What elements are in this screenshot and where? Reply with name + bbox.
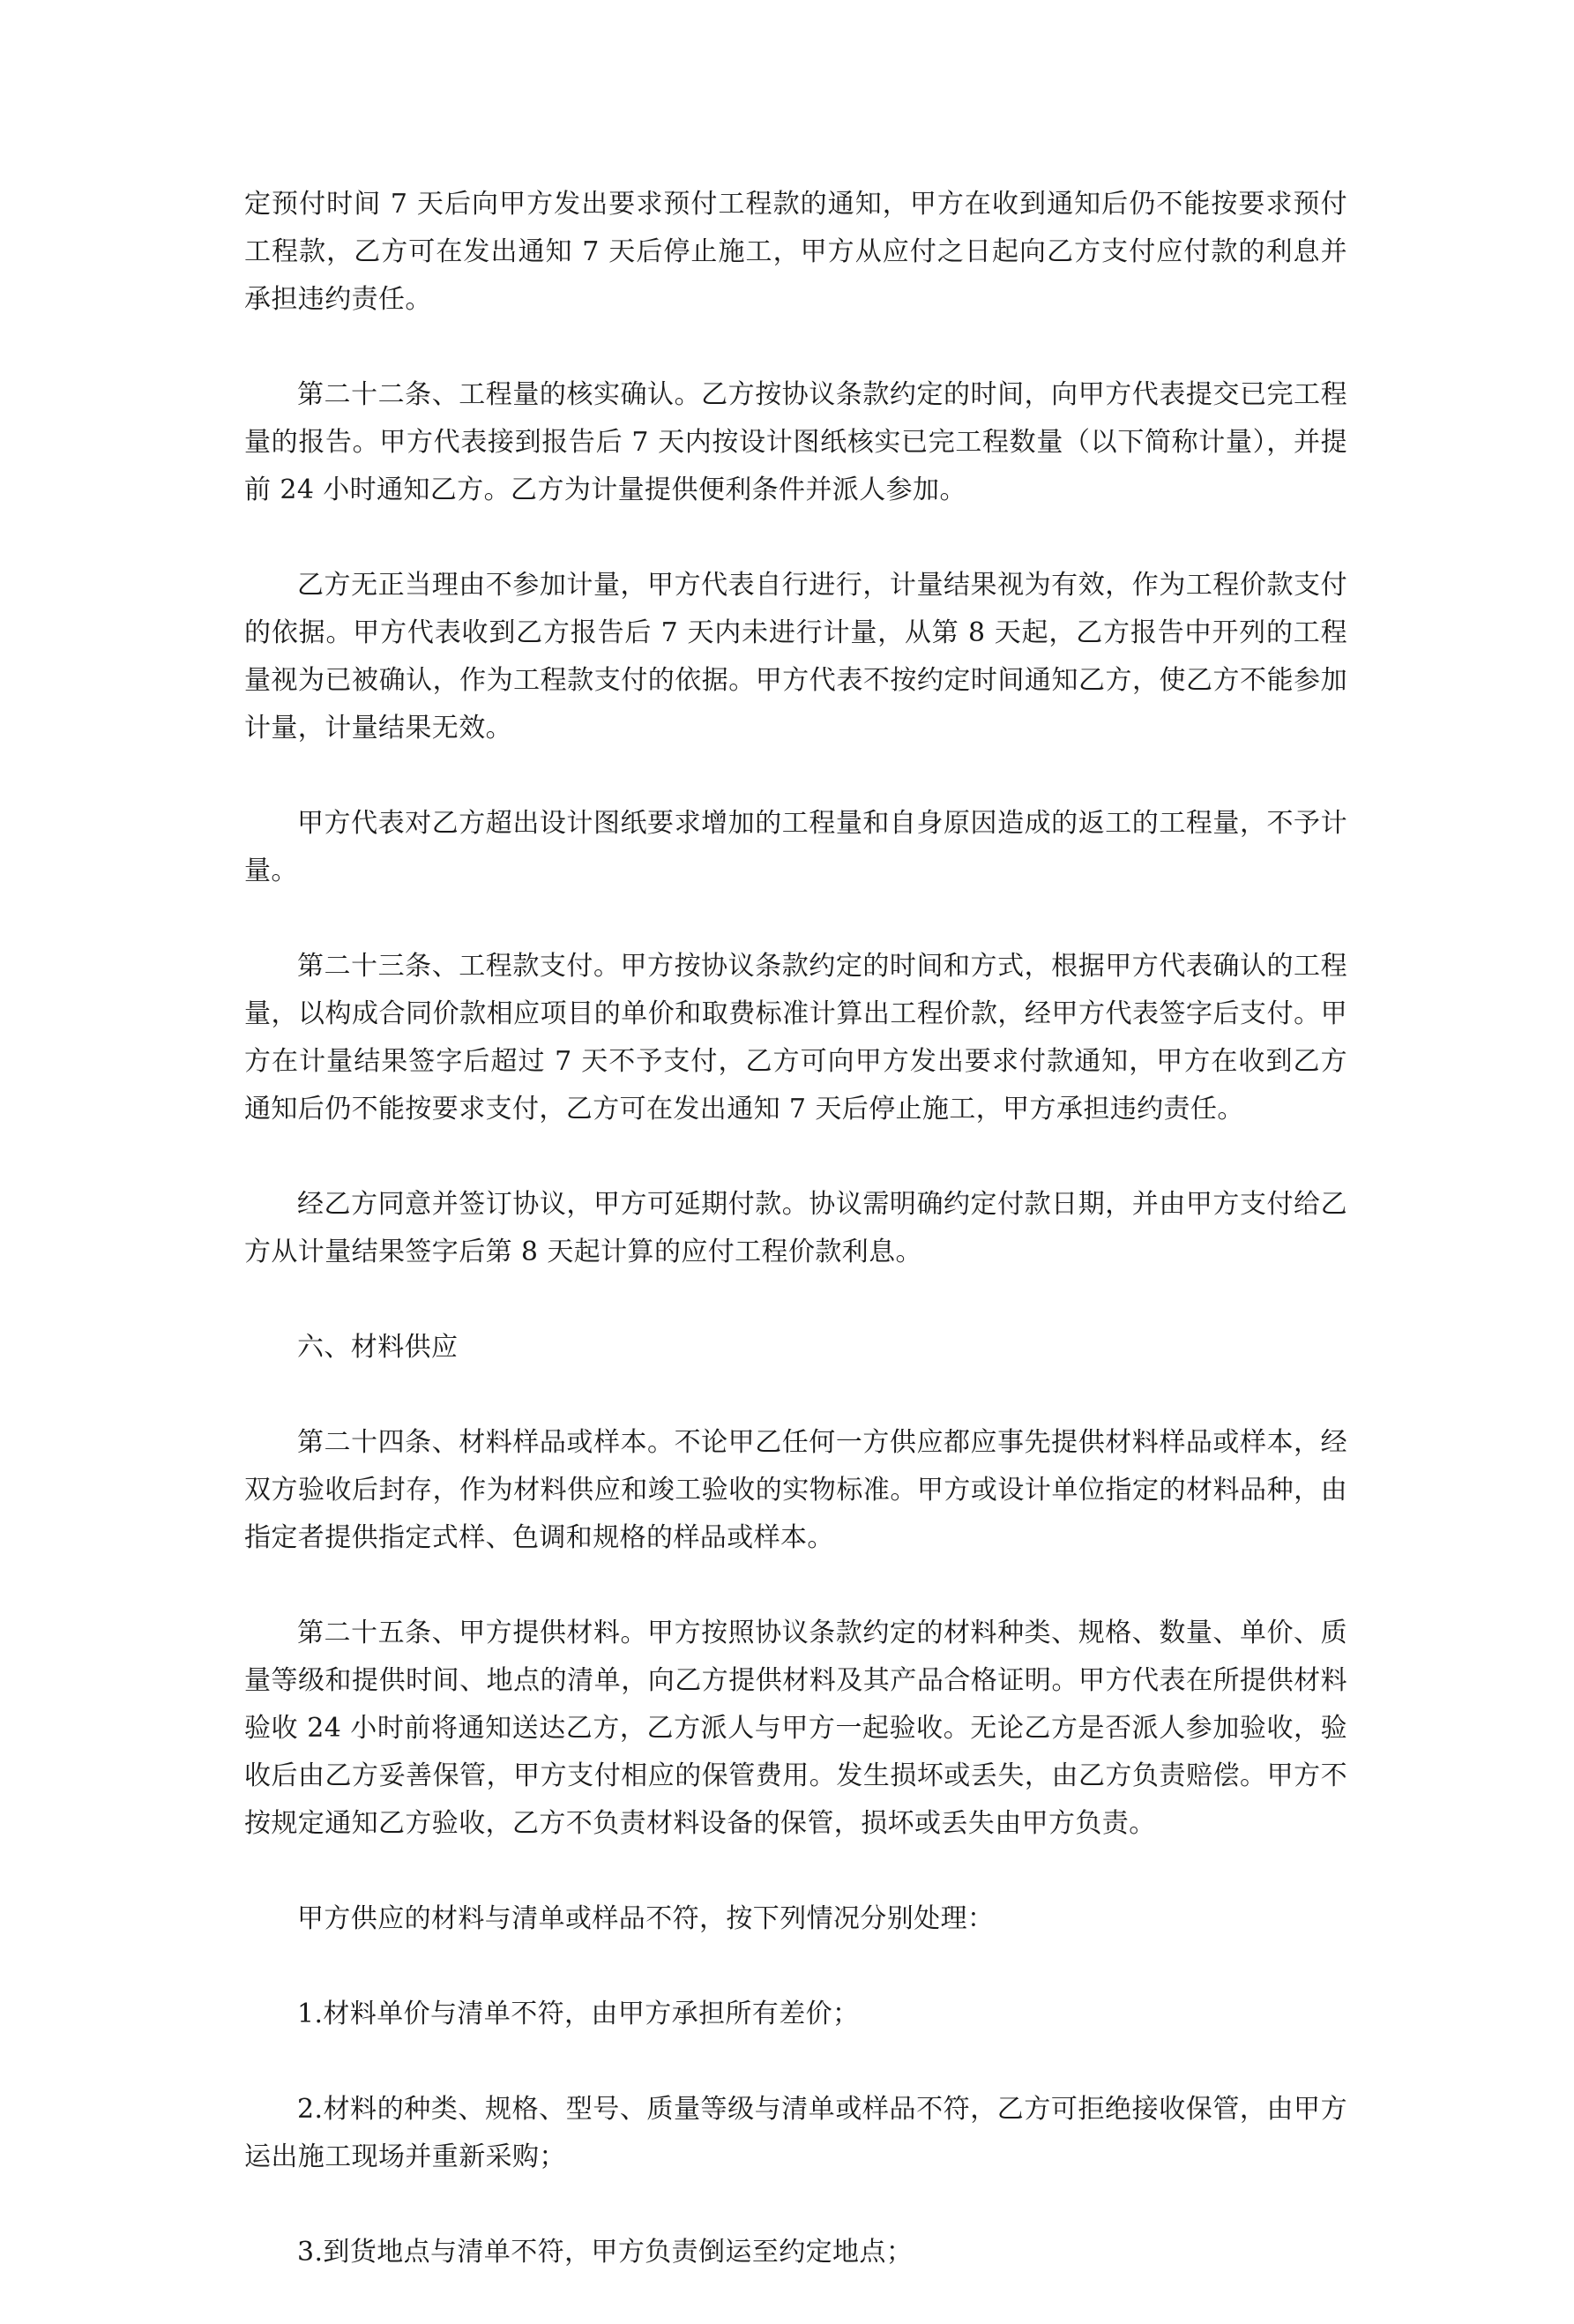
paragraph-article-23: 第二十三条、工程款支付。甲方按协议条款约定的时间和方式，根据甲方代表确认的工程量，以构成合同价款相应项目的单价和取费标准计算出工程价款，经甲方代表签字后支付。甲方在计量结果签字后超过 7 天不予支付，乙方可向甲方发出要求付款通知，甲方在收到乙方通知后仍不能按要求支付，乙方可在发出通知 7 天后停止施工，甲方承担违约责任。 (244, 951, 1347, 1125)
paragraph-article-22: 第二十二条、工程量的核实确认。乙方按协议条款约定的时间，向甲方代表提交已完工程量的报告。甲方代表接到报告后 7 天内按设计图纸核实已完工程数量（以下简称计量），并提前 24 小时通知乙方。乙方为计量提供便利条件并派人参加。 (244, 379, 1347, 505)
section-heading-material-supply: 六、材料供应 (297, 1332, 459, 1363)
document-body (244, 181, 1347, 2324)
paragraph-article-25-mismatch: 甲方供应的材料与清单或样品不符，按下列情况分别处理： (297, 1903, 995, 1934)
paragraph-article-22-measurement: 乙方无正当理由不参加计量，甲方代表自行进行，计量结果视为有效，作为工程价款支付的依据。甲方代表收到乙方报告后 7 天内未进行计量，从第 8 天起，乙方报告中开列的工程量视为已被确认，作为工程款支付的依据。甲方代表不按约定时间通知乙方，使乙方不能参加计量，计量结果无效。 (244, 570, 1347, 744)
paragraph-continuation: 定预付时间 7 天后向甲方发出要求预付工程款的通知，甲方在收到通知后仍不能按要求预付工程款，乙方可在发出通知 7 天后停止施工，甲方从应付之日起向乙方支付应付款的利息并承担违约责任。 (244, 189, 1347, 315)
list-item-2: 2.材料的种类、规格、型号、质量等级与清单或样品不符，乙方可拒绝接收保管，由甲方运出施工现场并重新采购； (244, 2094, 1347, 2172)
paragraph-article-24: 第二十四条、材料样品或样本。不论甲乙任何一方供应都应事先提供材料样品或样本，经双方验收后封存，作为材料供应和竣工验收的实物标准。甲方或设计单位指定的材料品种，由指定者提供指定式样、色调和规格的样品或样本。 (244, 1427, 1347, 1553)
list-item-1: 1.材料单价与清单不符，由甲方承担所有差价； (297, 1999, 860, 2029)
paragraph-article-25: 第二十五条、甲方提供材料。甲方按照协议条款约定的材料种类、规格、数量、单价、质量等级和提供时间、地点的清单，向乙方提供材料及其产品合格证明。甲方代表在所提供材料验收 24 小时前将通知送达乙方，乙方派人与甲方一起验收。无论乙方是否派人参加验收，验收后由乙方妥善保管，甲方支付相应的保管费用。发生损坏或丢失，由乙方负责赔偿。甲方不按规定通知乙方验收，乙方不负责材料设备的保管，损坏或丢失由甲方负责。 (244, 1618, 1347, 1839)
list-item-3: 3.到货地点与清单不符，甲方负责倒运至约定地点； (297, 2237, 914, 2268)
paragraph-article-23-deferral: 经乙方同意并签订协议，甲方可延期付款。协议需明确约定付款日期，并由甲方支付给乙方从计量结果签字后第 8 天起计算的应付工程价款利息。 (244, 1189, 1347, 1267)
paragraph-article-22-excess: 甲方代表对乙方超出设计图纸要求增加的工程量和自身原因造成的返工的工程量，不予计量。 (244, 808, 1347, 886)
